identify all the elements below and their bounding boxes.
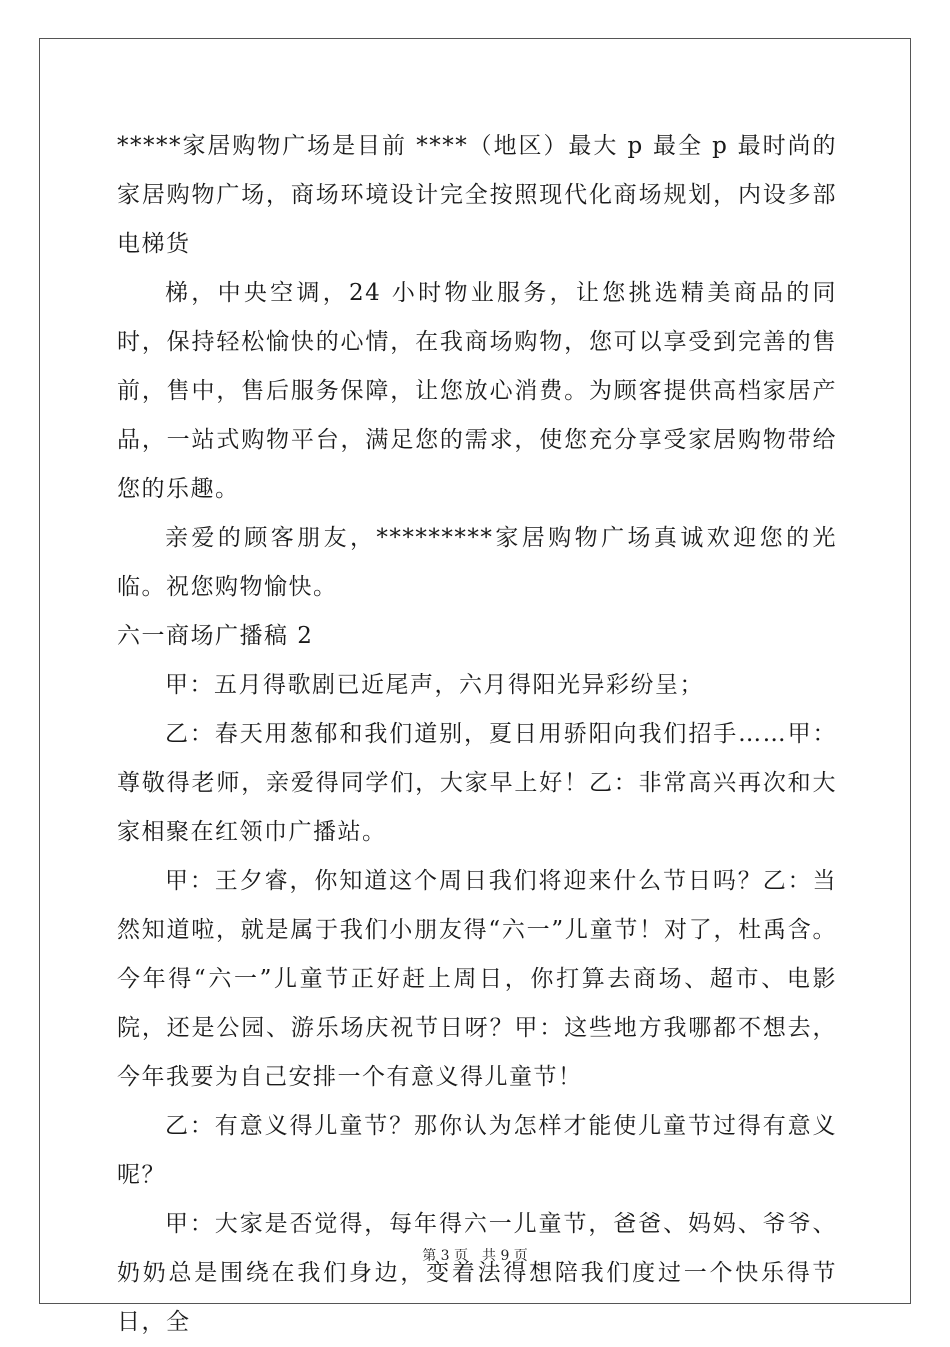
paragraph-7: 甲：王夕睿，你知道这个周日我们将迎来什么节日吗？乙：当然知道啦，就是属于我们小朋友得“六一”儿童节！对了，杜禹含。今年得“六一”儿童节正好赶上周日，你打算去商场、超市、电影院，还是公园、游乐场庆祝节日呀？甲：这些地方我哪都不想去，今年我要为自己安排一个有意义得儿童节！ — [117, 868, 837, 1090]
paragraph-3: 亲爱的顾客朋友，*********家居购物广场真诚欢迎您的光临。祝您购物愉快。 — [117, 525, 837, 600]
paragraph-9: 甲：大家是否觉得，每年得六一儿童节，爸爸、妈妈、爷爷、奶奶总是围绕在我们身边，变着法得想陪我们度过一个快乐得节日，全 — [117, 1211, 837, 1335]
page-number-footer: 第 3 页 共 9 页 — [422, 1248, 528, 1264]
paragraph-2: 梯，中央空调，24 小时物业服务，让您挑选精美商品的同时，保持轻松愉快的心情，在我商场购物，您可以享受到完善的售前，售中，售后服务保障，让您放心消费。为顾客提供高档家居产品，一站式购物平台，满足您的需求，使您充分享受家居购物带给您的乐趣。 — [117, 280, 837, 502]
paragraph-5: 甲：五月得歌剧已近尾声，六月得阳光异彩纷呈； — [165, 672, 704, 698]
document-body — [117, 122, 837, 1347]
paragraph-6: 乙：春天用葱郁和我们道别，夏日用骄阳向我们招手……甲：尊敬得老师，亲爱得同学们，大家早上好！乙：非常高兴再次和大家相聚在红领巾广播站。 — [117, 721, 837, 845]
section-heading: 六一商场广播稿 2 — [117, 623, 314, 649]
paragraph-8: 乙：有意义得儿童节？那你认为怎样才能使儿童节过得有意义呢？ — [117, 1113, 837, 1188]
paragraph-1: *****家居购物广场是目前 ****（地区）最大 p 最全 p 最时尚的家居购物广场，商场环境设计完全按照现代化商场规划，内设多部电梯货 — [117, 133, 837, 257]
